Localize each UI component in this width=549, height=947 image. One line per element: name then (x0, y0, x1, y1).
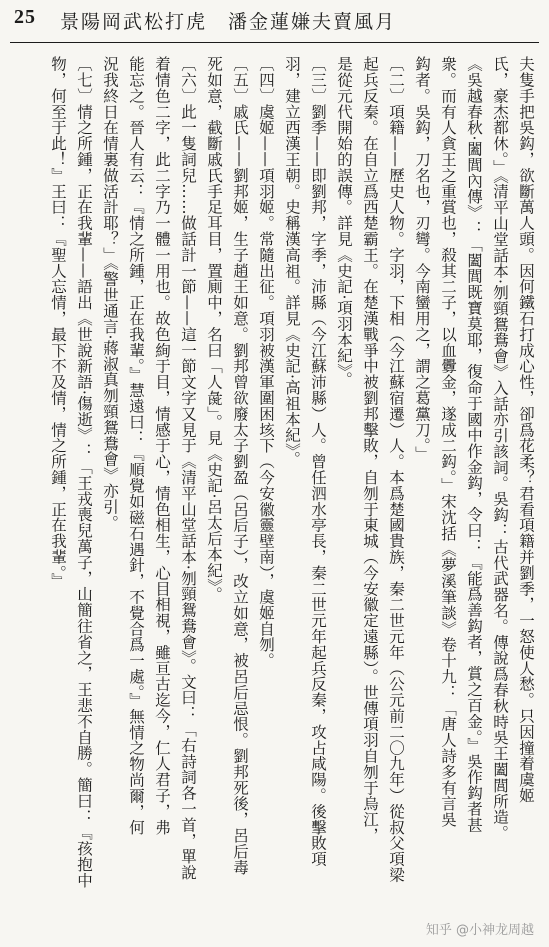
note-2-column: 〔二〕項籍——歷史人物。字羽，下相（今江蘇宿遷）人。本爲楚國貴族，秦二世元年（公元前二〇九年）從叔父項梁 (387, 56, 405, 883)
text-column: 能忘之。晉人有云：『情之所鍾，正在我輩。』慧遠曰：『順覺如磁石遇針，不覺合爲一處。』無情之物尚爾，何 (127, 56, 145, 836)
annotation-body (10, 56, 539, 922)
note-4-column: 〔四〕虞姬——項羽姬。常隨出征。項羽被漢軍圍困垓下（今安徽靈壁南），虞姬自刎。 (257, 56, 275, 669)
running-head: 景陽岡武松打虎 潘金蓮嫌夫賣風月 (60, 11, 397, 33)
text-column: 着情色二字，此二字乃一體一用也。故色絢于目，情感于心，情色相生，心目相視，雖亘古迄今，仁人君子，弗 (153, 56, 171, 836)
text-column: 《吳越春秋·闔閭內傳》：「闔閭既寶莫耶，復命于國中作金鈎，令曰：『能爲善鈎者，賞之百金。』吳作鈎者甚 (465, 56, 483, 833)
text-column: 死如意，截斷戚氏手足耳目，置廁中，名曰「人彘」。見《史記·呂太后本紀》。 (205, 56, 223, 603)
note-3-column: 〔三〕劉季——即劉邦，字季，沛縣（今江蘇沛縣）人。曾任泗水亭長，秦二世元年起兵反秦，攻占咸陽。後擊敗項 (309, 56, 327, 867)
note-5-column: 〔五〕戚氏——劉邦姬，生子趙王如意。劉邦曾欲廢太子劉盈（呂后子），改立如意，被呂后忌恨。劉邦死後，呂后毒 (231, 56, 249, 876)
text-column: 羽，建立西漢王朝。史稱漢高祖。詳見《史記·高祖本紀》。 (283, 56, 301, 467)
watermark: 知乎 @小神龙周越 (423, 918, 537, 939)
text-column: 氏，豪杰都休。」《清平山堂話本·刎頸鴛鴦會》入話亦引該詞。吳鈎：古代武器名。傳說爲春秋時吳王闔閭所造。 (491, 56, 509, 841)
text-column: 起兵反秦。在自立爲西楚霸王。在楚漢戰爭中被劉邦擊敗，自刎于東城（今安徽定遠縣）。世傳項羽自刎于烏江， (361, 56, 379, 844)
page-number: 25 (14, 6, 36, 28)
text-column: 鈎者。吳鈎，刀名也，刃彎。今南蠻用之，謂之葛黨刀。」 (413, 56, 431, 462)
text-column: 衆。而有人貪王之重賞也，殺其二子，以血釁金，遂成二鈎。」宋沈括《夢溪筆談》卷十九：「唐人詩多有言吳 (439, 56, 457, 828)
note-6-column: 〔六〕此一隻詞兒……做話計一節——這一節文字又見于《清平山堂話本·刎頸鴛鴦會》。文曰：「右詩詞各一首，單說 (179, 56, 197, 881)
note-7-column: 〔七〕情之所鍾，正在我輩——語出《世說新語·傷逝》：「王戎喪兒萬子，山簡往省之，王悲不自勝。簡曰：『孩抱中 (75, 56, 93, 889)
text-column: 是從元代開始的誤傳。詳見《史記·項羽本紀》。 (335, 56, 353, 388)
text-column: 物，何至于此！』王曰：『聖人忘情，最下不及情，情之所鍾，正在我輩。』 (49, 56, 67, 589)
text-column: 夫隻手把吳鈎，欲斷萬人頭。因何鐵石打成心性，卻爲花柔？君看項籍并劉季，一怒使人愁。只因撞着虞姬 (517, 56, 535, 804)
header-divider (10, 42, 539, 43)
text-column: 況我終日在情裏做活計耶？」《警世通言·蔣淑真刎頸鴛鴦會》亦引。 (101, 56, 119, 531)
